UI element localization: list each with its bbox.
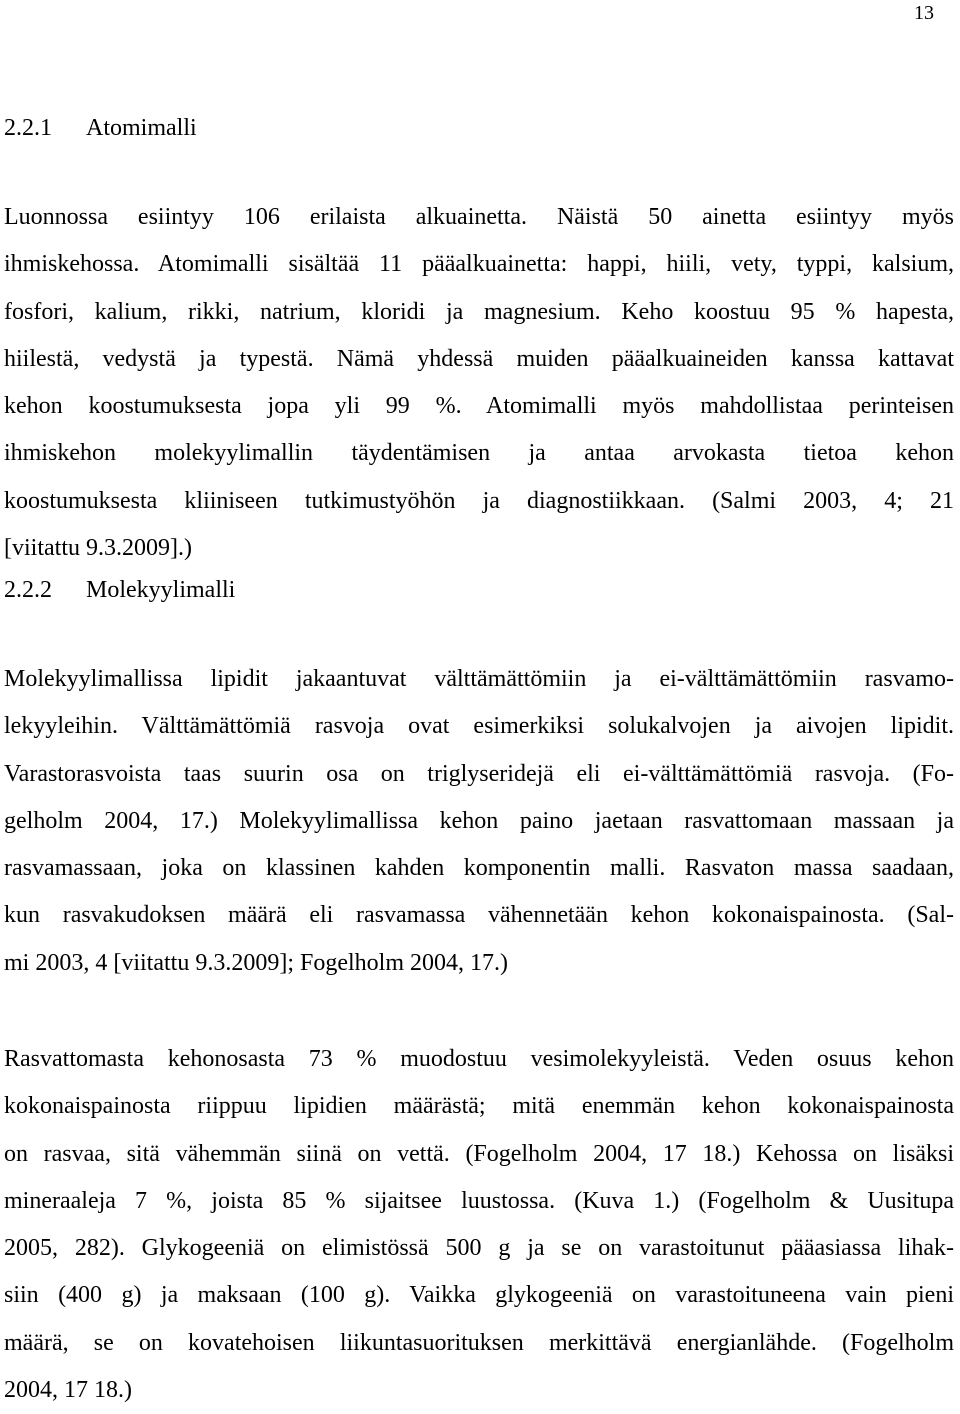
section-heading-atomimalli [4, 113, 197, 143]
text-line: Molekyylimallissa lipidit jakaantuvat välttämättömiin ja ei-välttämättömiin rasvamo- [4, 666, 954, 692]
paragraph-molekyylimalli-2 [4, 1036, 954, 1414]
text-line: rasvamassaan, joka on klassinen kahden komponentin malli. Rasvaton massa saadaan, [4, 855, 954, 882]
section-number: 2.2.2 [4, 577, 52, 603]
section-title: Atomimalli [86, 115, 197, 141]
text-line: gelholm 2004, 17.) Molekyylimallissa kehon paino jaetaan rasvattomaan massaan ja [4, 807, 954, 834]
text-line: 2005, 282). Glykogeeniä on elimistössä 500 g ja se on varastoitunut pääasiassa lihak- [4, 1235, 954, 1262]
text-line: kun rasvakudoksen määrä eli rasvamassa vähennetään kehon kokonaispainosta. (Sal- [4, 902, 954, 929]
text-line: hiilestä, vedystä ja typestä. Nämä yhdessä muiden pääalkuaineiden kanssa kattavat [4, 345, 954, 372]
text-line: [viitattu 9.3.2009].) [4, 535, 192, 562]
text-line: kehon koostumuksesta jopa yli 99 %. Atomimalli myös mahdollistaa perinteisen [4, 393, 954, 420]
paragraph-atomimalli [4, 194, 954, 572]
section-number: 2.2.1 [4, 115, 52, 141]
text-line: koostumuksesta kliiniseen tutkimustyöhön ja diagnostiikkaan. (Salmi 2003, 4; 21 [4, 487, 954, 514]
text-line: ihmiskehon molekyylimallin täydentämisen ja antaa arvokasta tietoa kehon [4, 440, 954, 467]
text-line: siin (400 g) ja maksaan (100 g). Vaikka glykogeeniä on varastoituneena vain pieni [4, 1282, 954, 1309]
text-line: Rasvattomasta kehonosasta 73 % muodostuu vesimolekyyleistä. Veden osuus kehon [4, 1046, 954, 1072]
text-line: mineraaleja 7 %, joista 85 % sijaitsee luustossa. (Kuva 1.) (Fogelholm & Uusitupa [4, 1187, 954, 1214]
text-line: Luonnossa esiintyy 106 erilaista alkuainetta. Näistä 50 ainetta esiintyy myös [4, 204, 954, 230]
text-line: mi 2003, 4 [viitattu 9.3.2009]; Fogelholm 2004, 17.) [4, 949, 508, 976]
text-line: Varastorasvoista taas suurin osa on triglyseridejä eli ei-välttämättömiä rasvoja. (Fo- [4, 760, 954, 787]
text-line: lekyyleihin. Välttämättömiä rasvoja ovat esimerkiksi solukalvojen ja aivojen lipidit. [4, 713, 954, 740]
text-line: ihmiskehossa. Atomimalli sisältää 11 pääalkuainetta: happi, hiili, vety, typpi, kalsium, [4, 251, 954, 278]
page-number: 13 [914, 2, 934, 24]
paragraph-molekyylimalli-1 [4, 656, 954, 987]
text-line: 2004, 17 18.) [4, 1377, 132, 1404]
section-title: Molekyylimalli [86, 577, 236, 603]
text-line: on rasvaa, sitä vähemmän siinä on vettä. (Fogelholm 2004, 17 18.) Kehossa on lisäksi [4, 1140, 954, 1167]
section-heading-molekyylimalli [4, 575, 235, 605]
text-line: kokonaispainosta riippuu lipidien määrästä; mitä enemmän kehon kokonaispainosta [4, 1093, 954, 1120]
text-line: fosfori, kalium, rikki, natrium, kloridi ja magnesium. Keho koostuu 95 % hapesta, [4, 298, 954, 325]
text-line: määrä, se on kovatehoisen liikuntasuorituksen merkittävä energianlähde. (Fogelholm [4, 1329, 954, 1356]
